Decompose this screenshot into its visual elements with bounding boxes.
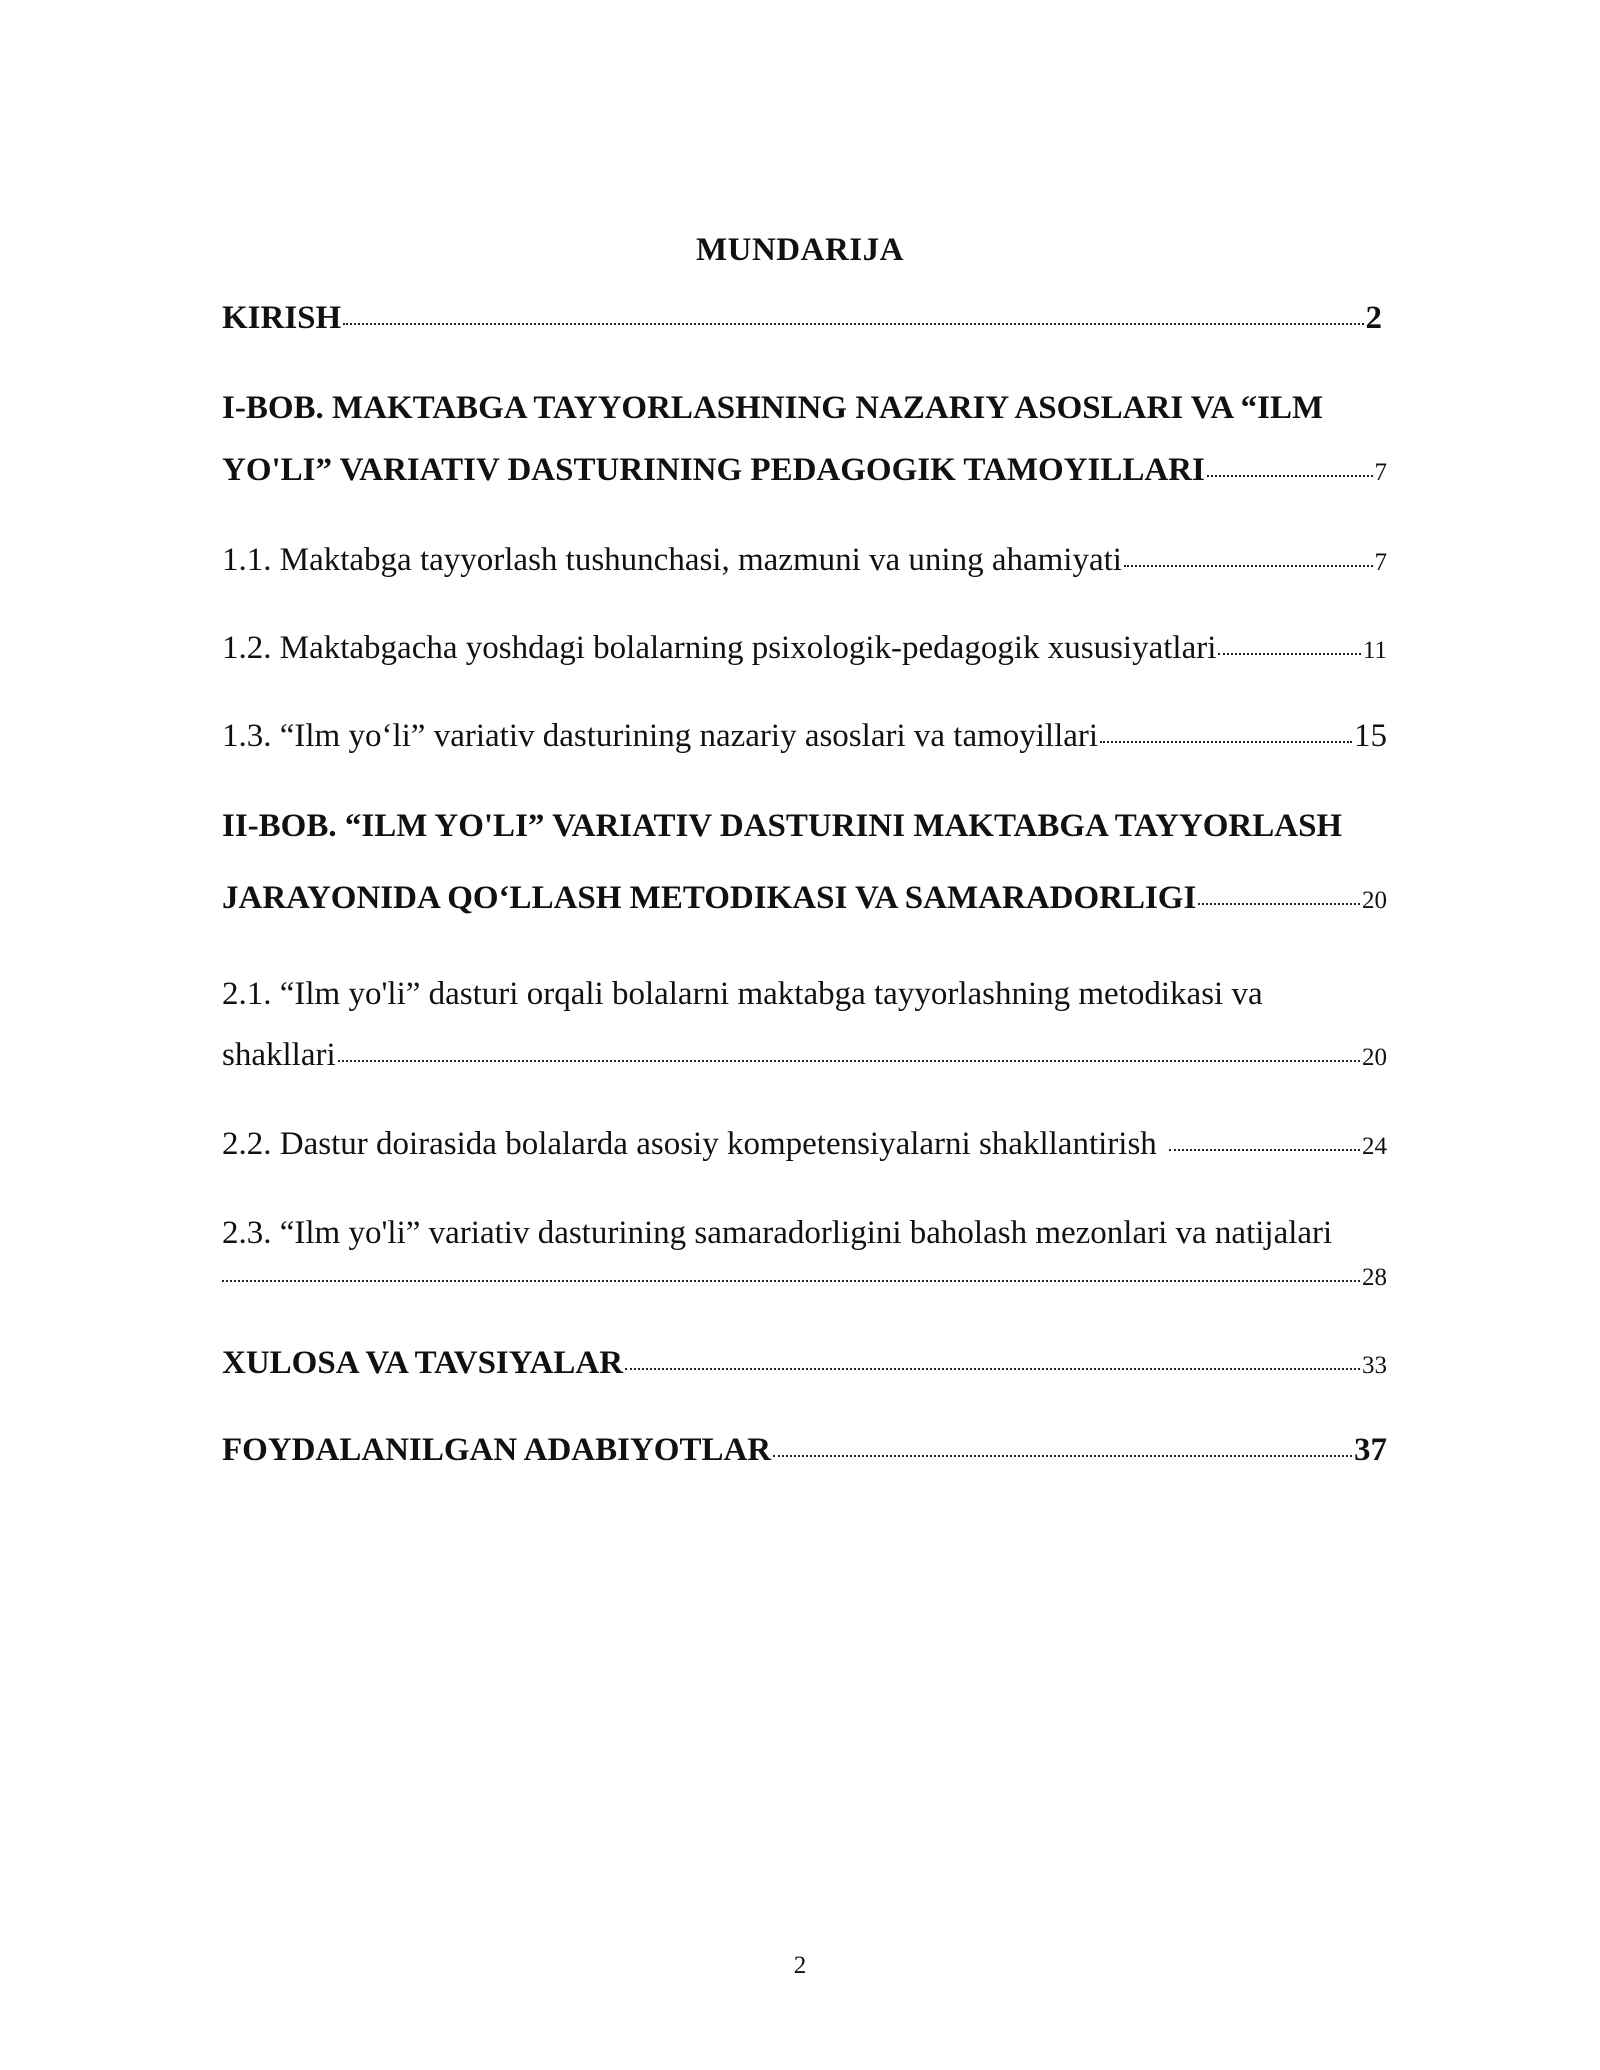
toc-page-number: 37 [1354, 1432, 1387, 1468]
dot-leader [1218, 653, 1361, 655]
dot-leader [343, 323, 1363, 325]
toc-entry-kirish [222, 300, 1382, 337]
dot-leader [1198, 903, 1360, 905]
toc-page-number: 2 [1365, 300, 1382, 336]
dot-leader [338, 1060, 1360, 1062]
page-number: 2 [793, 1952, 807, 1979]
dot-leader [1169, 1149, 1360, 1151]
toc-entry-title: JARAYONIDA QO‘LLASH METODIKASI VA SAMARADORLIGI [222, 880, 1197, 916]
dot-leader [625, 1368, 1360, 1370]
toc-entry-title: 1.1. Maktabga tayyorlash tushunchasi, mazmuni va uning ahamiyati [222, 542, 1122, 578]
toc-entry-title: 1.3. “Ilm yo‘li” variativ dasturining nazariy asoslari va tamoyillari [222, 718, 1099, 754]
toc-section-1-2 [222, 630, 1387, 667]
toc-chapter-2 [222, 880, 1387, 917]
toc-entry-adabiyotlar [222, 1432, 1387, 1469]
toc-page-number: 20 [1362, 887, 1387, 914]
toc-page-number: 28 [1362, 1264, 1387, 1291]
dot-leader [222, 1280, 1360, 1282]
toc-section-2-2 [222, 1126, 1387, 1163]
toc-page-number: 11 [1362, 637, 1387, 664]
toc-section-2-3-line-1: 2.3. “Ilm yo'li” variativ dasturining samaradorligini baholash mezonlari va natijalari [222, 1215, 1333, 1251]
toc-page-number: 24 [1362, 1133, 1387, 1160]
toc-entry-title: KIRISH [222, 300, 342, 336]
toc-page-number: 7 [1374, 549, 1387, 576]
dot-leader [1207, 475, 1373, 477]
toc-entry-xulosa [222, 1345, 1387, 1382]
toc-section-1-1 [222, 542, 1387, 579]
toc-section-2-1-line-1: 2.1. “Ilm yo'li” dasturi orqali bolalarni maktabga tayyorlashning metodikasi va [222, 976, 1263, 1012]
dot-leader [1100, 741, 1352, 743]
toc-section-2-3 [222, 1264, 1387, 1292]
dot-leader [773, 1455, 1352, 1457]
toc-chapter-1-line-1: I-BOB. MAKTABGA TAYYORLASHNING NAZARIY ASOSLARI VA “ILM [222, 390, 1324, 426]
toc-chapter-2-line-1: II-BOB. “ILM YO'LI” VARIATIV DASTURINI MAKTABGA TAYYORLASH [222, 808, 1343, 844]
toc-entry-title: 2.2. Dastur doirasida bolalarda asosiy kompetensiyalarni shakllantirish [222, 1126, 1157, 1162]
toc-entry-title: 1.2. Maktabgacha yoshdagi bolalarning psixologik-pedagogik xususiyatlari [222, 630, 1217, 666]
toc-page-number: 20 [1362, 1044, 1387, 1071]
toc-page-number: 7 [1374, 459, 1387, 486]
page-title: MUNDARIJA [696, 232, 904, 268]
toc-page-number: 33 [1362, 1352, 1387, 1379]
toc-entry-title: YO'LI” VARIATIV DASTURINING PEDAGOGIK TAMOYILLARI [222, 452, 1205, 488]
toc-entry-title: XULOSA VA TAVSIYALAR [222, 1345, 624, 1381]
toc-section-1-3 [222, 718, 1387, 755]
toc-entry-title: FOYDALANILGAN ADABIYOTLAR [222, 1432, 772, 1468]
toc-section-2-1 [222, 1037, 1387, 1074]
toc-entry-title: shakllari [222, 1037, 336, 1073]
toc-page-number: 15 [1354, 718, 1387, 754]
toc-chapter-1 [222, 452, 1387, 489]
dot-leader [1124, 565, 1373, 567]
